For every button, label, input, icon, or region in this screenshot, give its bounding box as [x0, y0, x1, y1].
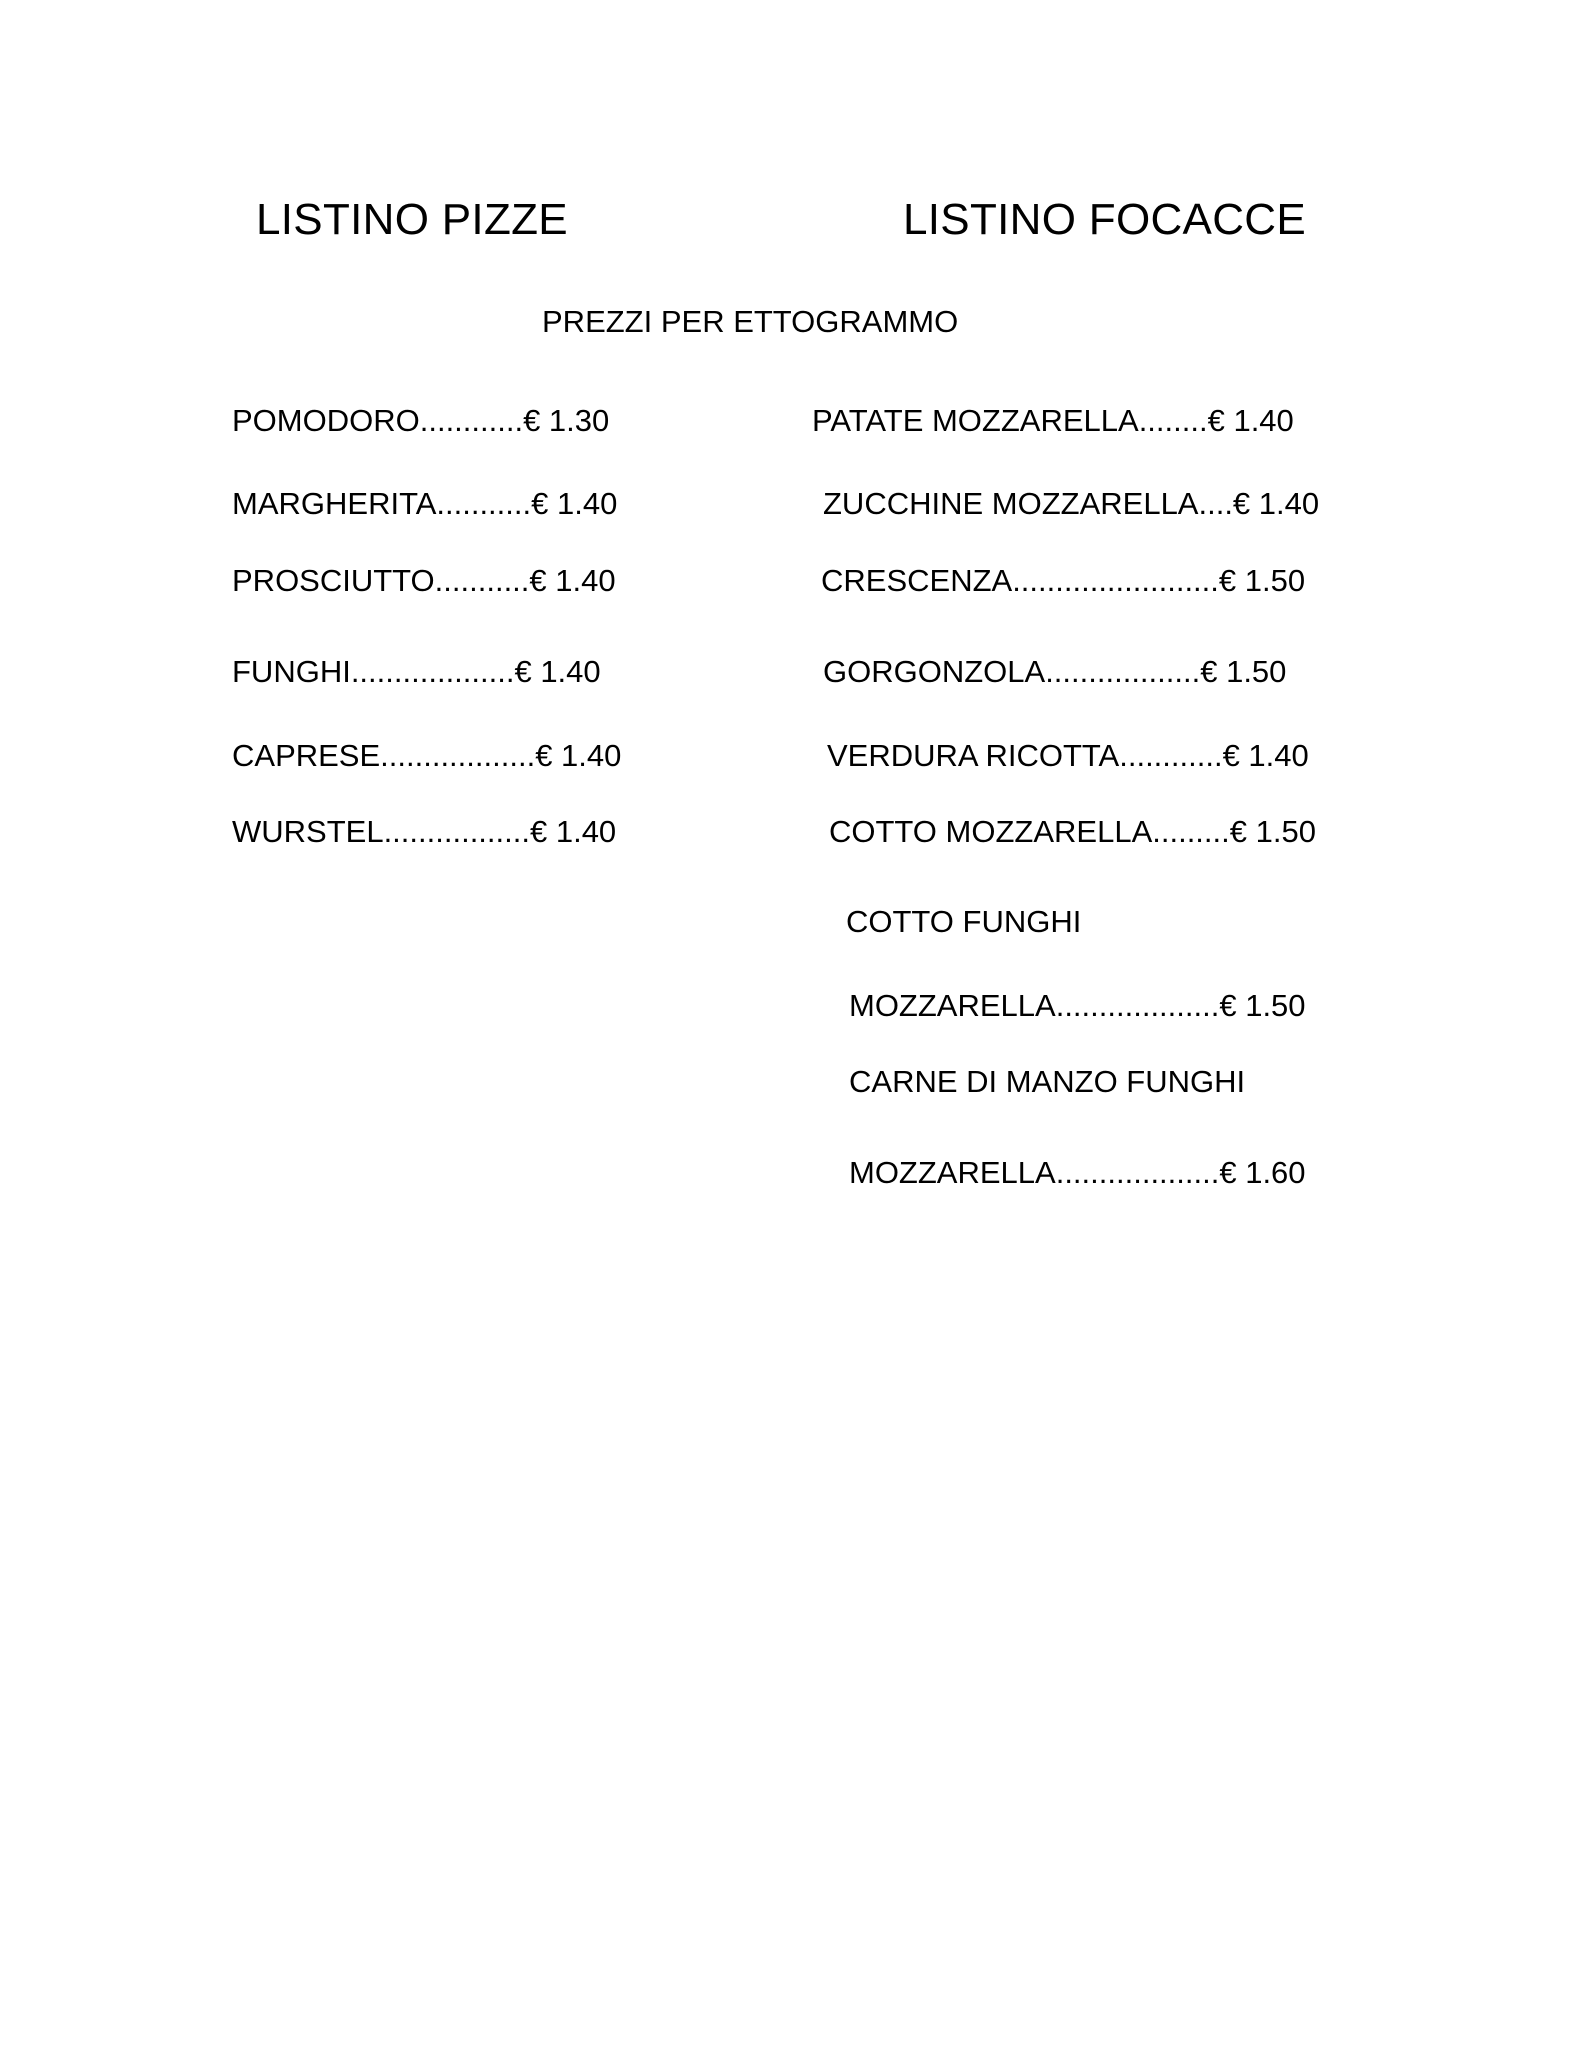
focaccia-item-cotto-mozzarella: COTTO MOZZARELLA.........€ 1.50: [829, 814, 1316, 849]
focaccia-item-zucchine-mozzarella: ZUCCHINE MOZZARELLA....€ 1.40: [823, 486, 1320, 521]
focaccia-item-gorgonzola: GORGONZOLA..................€ 1.50: [823, 654, 1287, 689]
focaccia-item-carne-manzo-line2: MOZZARELLA...................€ 1.60: [849, 1155, 1306, 1190]
focaccia-item-patate-mozzarella: PATATE MOZZARELLA........€ 1.40: [812, 403, 1294, 438]
pizza-item-pomodoro: POMODORO............€ 1.30: [232, 403, 610, 438]
pizze-heading: LISTINO PIZZE: [256, 195, 568, 244]
pizza-item-funghi: FUNGHI...................€ 1.40: [232, 654, 601, 689]
pizza-item-caprese: CAPRESE..................€ 1.40: [232, 738, 622, 773]
focacce-heading: LISTINO FOCACCE: [903, 195, 1306, 244]
focaccia-item-cotto-funghi-line2: MOZZARELLA...................€ 1.50: [849, 988, 1306, 1023]
price-note: PREZZI PER ETTOGRAMMO: [542, 304, 959, 339]
focaccia-item-crescenza: CRESCENZA........................€ 1.50: [821, 563, 1306, 598]
pizza-item-wurstel: WURSTEL.................€ 1.40: [232, 814, 617, 849]
focaccia-item-verdura-ricotta: VERDURA RICOTTA............€ 1.40: [827, 738, 1309, 773]
pizza-item-prosciutto: PROSCIUTTO...........€ 1.40: [232, 563, 616, 598]
focaccia-item-cotto-funghi-line1: COTTO FUNGHI: [846, 904, 1082, 939]
pizza-item-margherita: MARGHERITA...........€ 1.40: [232, 486, 618, 521]
focaccia-item-carne-manzo-line1: CARNE DI MANZO FUNGHI: [849, 1064, 1246, 1099]
